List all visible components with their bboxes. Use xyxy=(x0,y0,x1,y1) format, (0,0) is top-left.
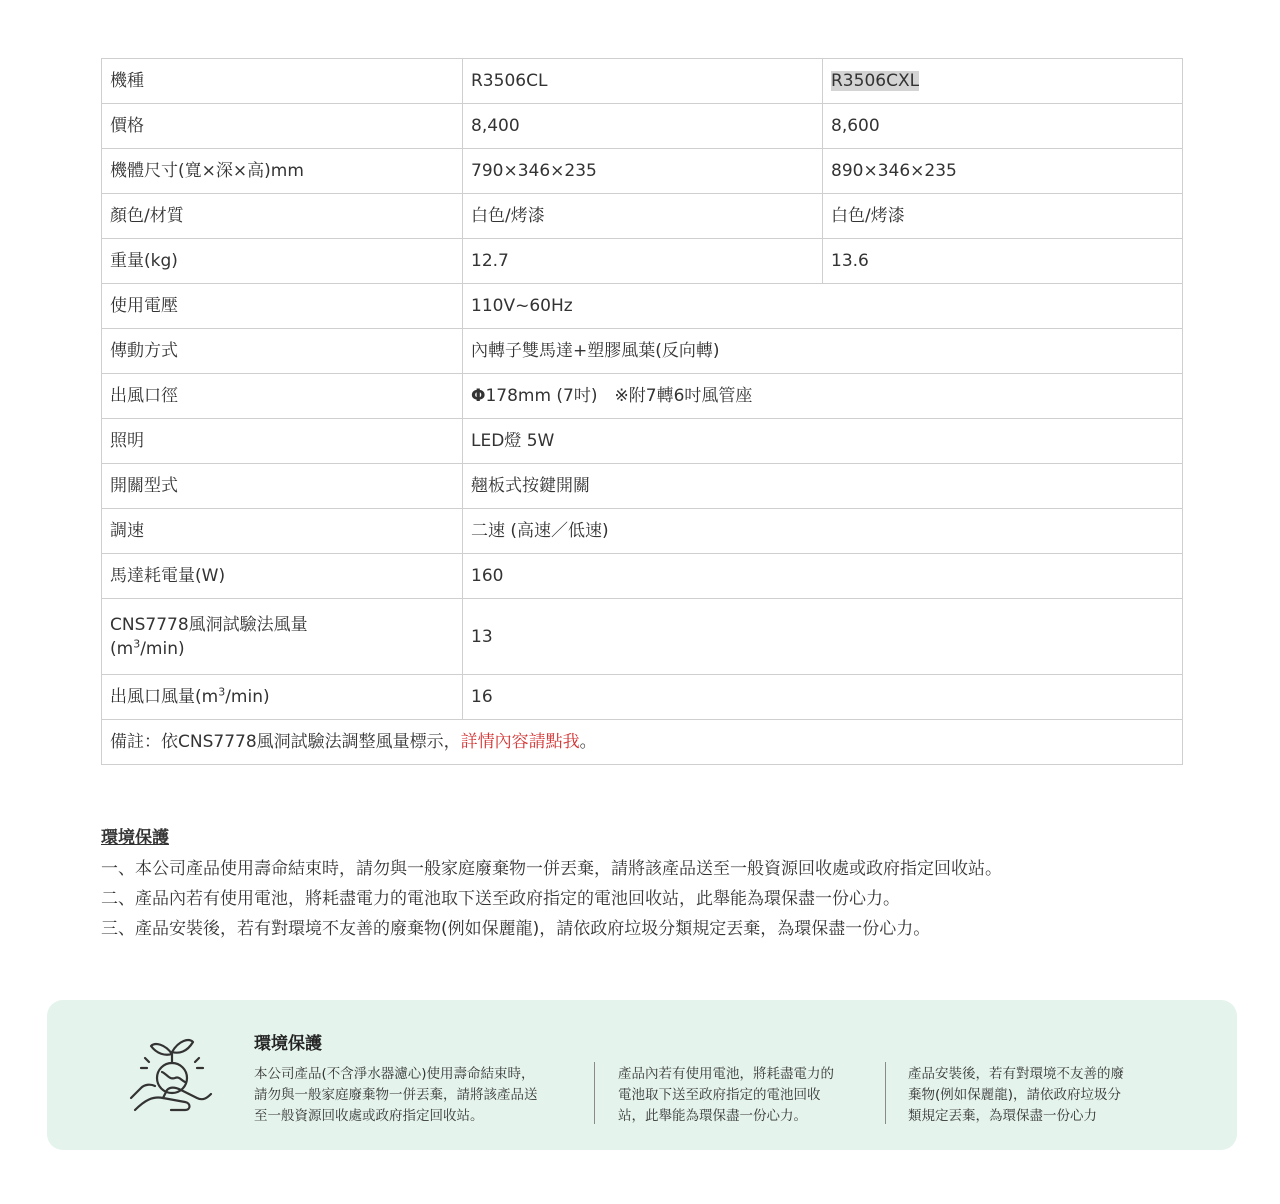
cns-label-sup: 3 xyxy=(133,636,141,650)
environment-line: 三、產品安裝後，若有對環境不友善的廢棄物(例如保麗龍)，請依政府垃圾分類規定丟棄，為環保盡一份心力。 xyxy=(101,919,931,939)
hand-holding-plant-icon xyxy=(127,1028,217,1118)
spec-table xyxy=(101,58,1183,765)
spec-value: LED燈 5W xyxy=(463,419,1183,464)
spec-label: 使用電壓 xyxy=(102,284,463,329)
spec-label: 機種 xyxy=(102,59,463,104)
spec-value: 二速 (高速／低速) xyxy=(463,509,1183,554)
eco-card-line: 本公司產品(不含淨水器濾心)使用壽命結束時， xyxy=(254,1066,535,1082)
outlet-diameter-text: 178mm (7吋) ※附7轉6吋風管座 xyxy=(485,386,753,406)
spec-label: 重量(kg) xyxy=(102,239,463,284)
eco-card-line: 至一般資源回收處或政府指定回收站。 xyxy=(254,1108,484,1124)
outlet-airflow-sup: 3 xyxy=(218,685,226,699)
note-end: 。 xyxy=(579,732,597,752)
note-cell xyxy=(102,720,1183,765)
eco-card-line: 類規定丟棄，為環保盡一份心力 xyxy=(908,1108,1097,1124)
eco-card-line: 棄物(例如保麗龍)，請依政府垃圾分 xyxy=(908,1087,1122,1103)
table-row xyxy=(102,464,1183,509)
details-link[interactable]: 詳情內容請點我 xyxy=(460,732,580,752)
spec-value: 8,600 xyxy=(823,104,1183,149)
spec-value: 12.7 xyxy=(463,239,823,284)
eco-card-line: 電池取下送至政府指定的電池回收 xyxy=(618,1087,821,1103)
table-row xyxy=(102,284,1183,329)
spec-label: 開關型式 xyxy=(102,464,463,509)
spec-label: 傳動方式 xyxy=(102,329,463,374)
spec-label: 出風口徑 xyxy=(102,374,463,419)
spec-label: 馬達耗電量(W) xyxy=(102,554,463,599)
eco-card-line: 產品安裝後，若有對環境不友善的廢 xyxy=(908,1066,1124,1082)
column-divider xyxy=(885,1062,886,1124)
table-row xyxy=(102,59,1183,104)
spec-value: 白色/烤漆 xyxy=(823,194,1183,239)
spec-label: 照明 xyxy=(102,419,463,464)
spec-value: 內轉子雙馬達+塑膠風葉(反向轉) xyxy=(463,329,1183,374)
spec-label xyxy=(102,599,463,675)
cns-label-unit-pre: (m xyxy=(110,638,134,659)
environment-title: 環境保護 xyxy=(101,828,169,848)
table-row xyxy=(102,329,1183,374)
spec-label: 顏色/材質 xyxy=(102,194,463,239)
spec-value: 790×346×235 xyxy=(463,149,823,194)
spec-label: 調速 xyxy=(102,509,463,554)
eco-card-line: 站，此舉能為環保盡一份心力。 xyxy=(618,1108,807,1124)
eco-card-column xyxy=(908,1064,1168,1127)
note-text: 備註：依CNS7778風洞試驗法調整風量標示， xyxy=(110,732,461,752)
table-row xyxy=(102,720,1183,765)
spec-value: 13 xyxy=(463,599,1183,675)
spec-value: 160 xyxy=(463,554,1183,599)
cns-label-line1: CNS7778風洞試驗法風量 xyxy=(110,614,308,635)
environment-section xyxy=(101,826,1201,944)
eco-card-line: 請勿與一般家庭廢棄物一併丟棄，請將該產品送 xyxy=(254,1087,538,1103)
table-row xyxy=(102,149,1183,194)
eco-card-title: 環境保護 xyxy=(254,1034,322,1054)
environment-line: 一、本公司產品使用壽命結束時，請勿與一般家庭廢棄物一併丟棄，請將該產品送至一般資源回收處或政府指定回收站。 xyxy=(101,859,1002,879)
outlet-airflow-label-post: /min) xyxy=(225,687,270,707)
table-row xyxy=(102,599,1183,675)
spec-value: 8,400 xyxy=(463,104,823,149)
table-row xyxy=(102,194,1183,239)
spec-label: 價格 xyxy=(102,104,463,149)
eco-card-line: 產品內若有使用電池，將耗盡電力的 xyxy=(618,1066,834,1082)
spec-value: R3506CL xyxy=(463,59,823,104)
spec-label xyxy=(102,675,463,720)
selected-model-text: R3506CXL xyxy=(831,71,920,91)
table-row xyxy=(102,419,1183,464)
spec-value xyxy=(463,374,1183,419)
column-divider xyxy=(594,1062,595,1124)
spec-value: 翹板式按鍵開關 xyxy=(463,464,1183,509)
table-row xyxy=(102,239,1183,284)
table-row xyxy=(102,104,1183,149)
spec-label: 機體尺寸(寬×深×高)mm xyxy=(102,149,463,194)
outlet-airflow-label-pre: 出風口風量(m xyxy=(110,687,219,707)
spec-value-highlighted xyxy=(823,59,1183,104)
table-row xyxy=(102,509,1183,554)
environment-line: 二、產品內若有使用電池，將耗盡電力的電池取下送至政府指定的電池回收站，此舉能為環保盡一份心力。 xyxy=(101,889,900,909)
spec-value: 110V~60Hz xyxy=(463,284,1183,329)
cns-label-unit-post: /min) xyxy=(140,638,185,659)
table-row xyxy=(102,374,1183,419)
table-row xyxy=(102,675,1183,720)
eco-card-column xyxy=(618,1064,873,1127)
spec-value: 白色/烤漆 xyxy=(463,194,823,239)
table-row xyxy=(102,554,1183,599)
spec-value: 16 xyxy=(463,675,1183,720)
spec-value: 13.6 xyxy=(823,239,1183,284)
phi-symbol: Φ xyxy=(471,386,486,406)
spec-value: 890×346×235 xyxy=(823,149,1183,194)
eco-card xyxy=(47,1000,1237,1150)
eco-card-column xyxy=(254,1064,579,1127)
